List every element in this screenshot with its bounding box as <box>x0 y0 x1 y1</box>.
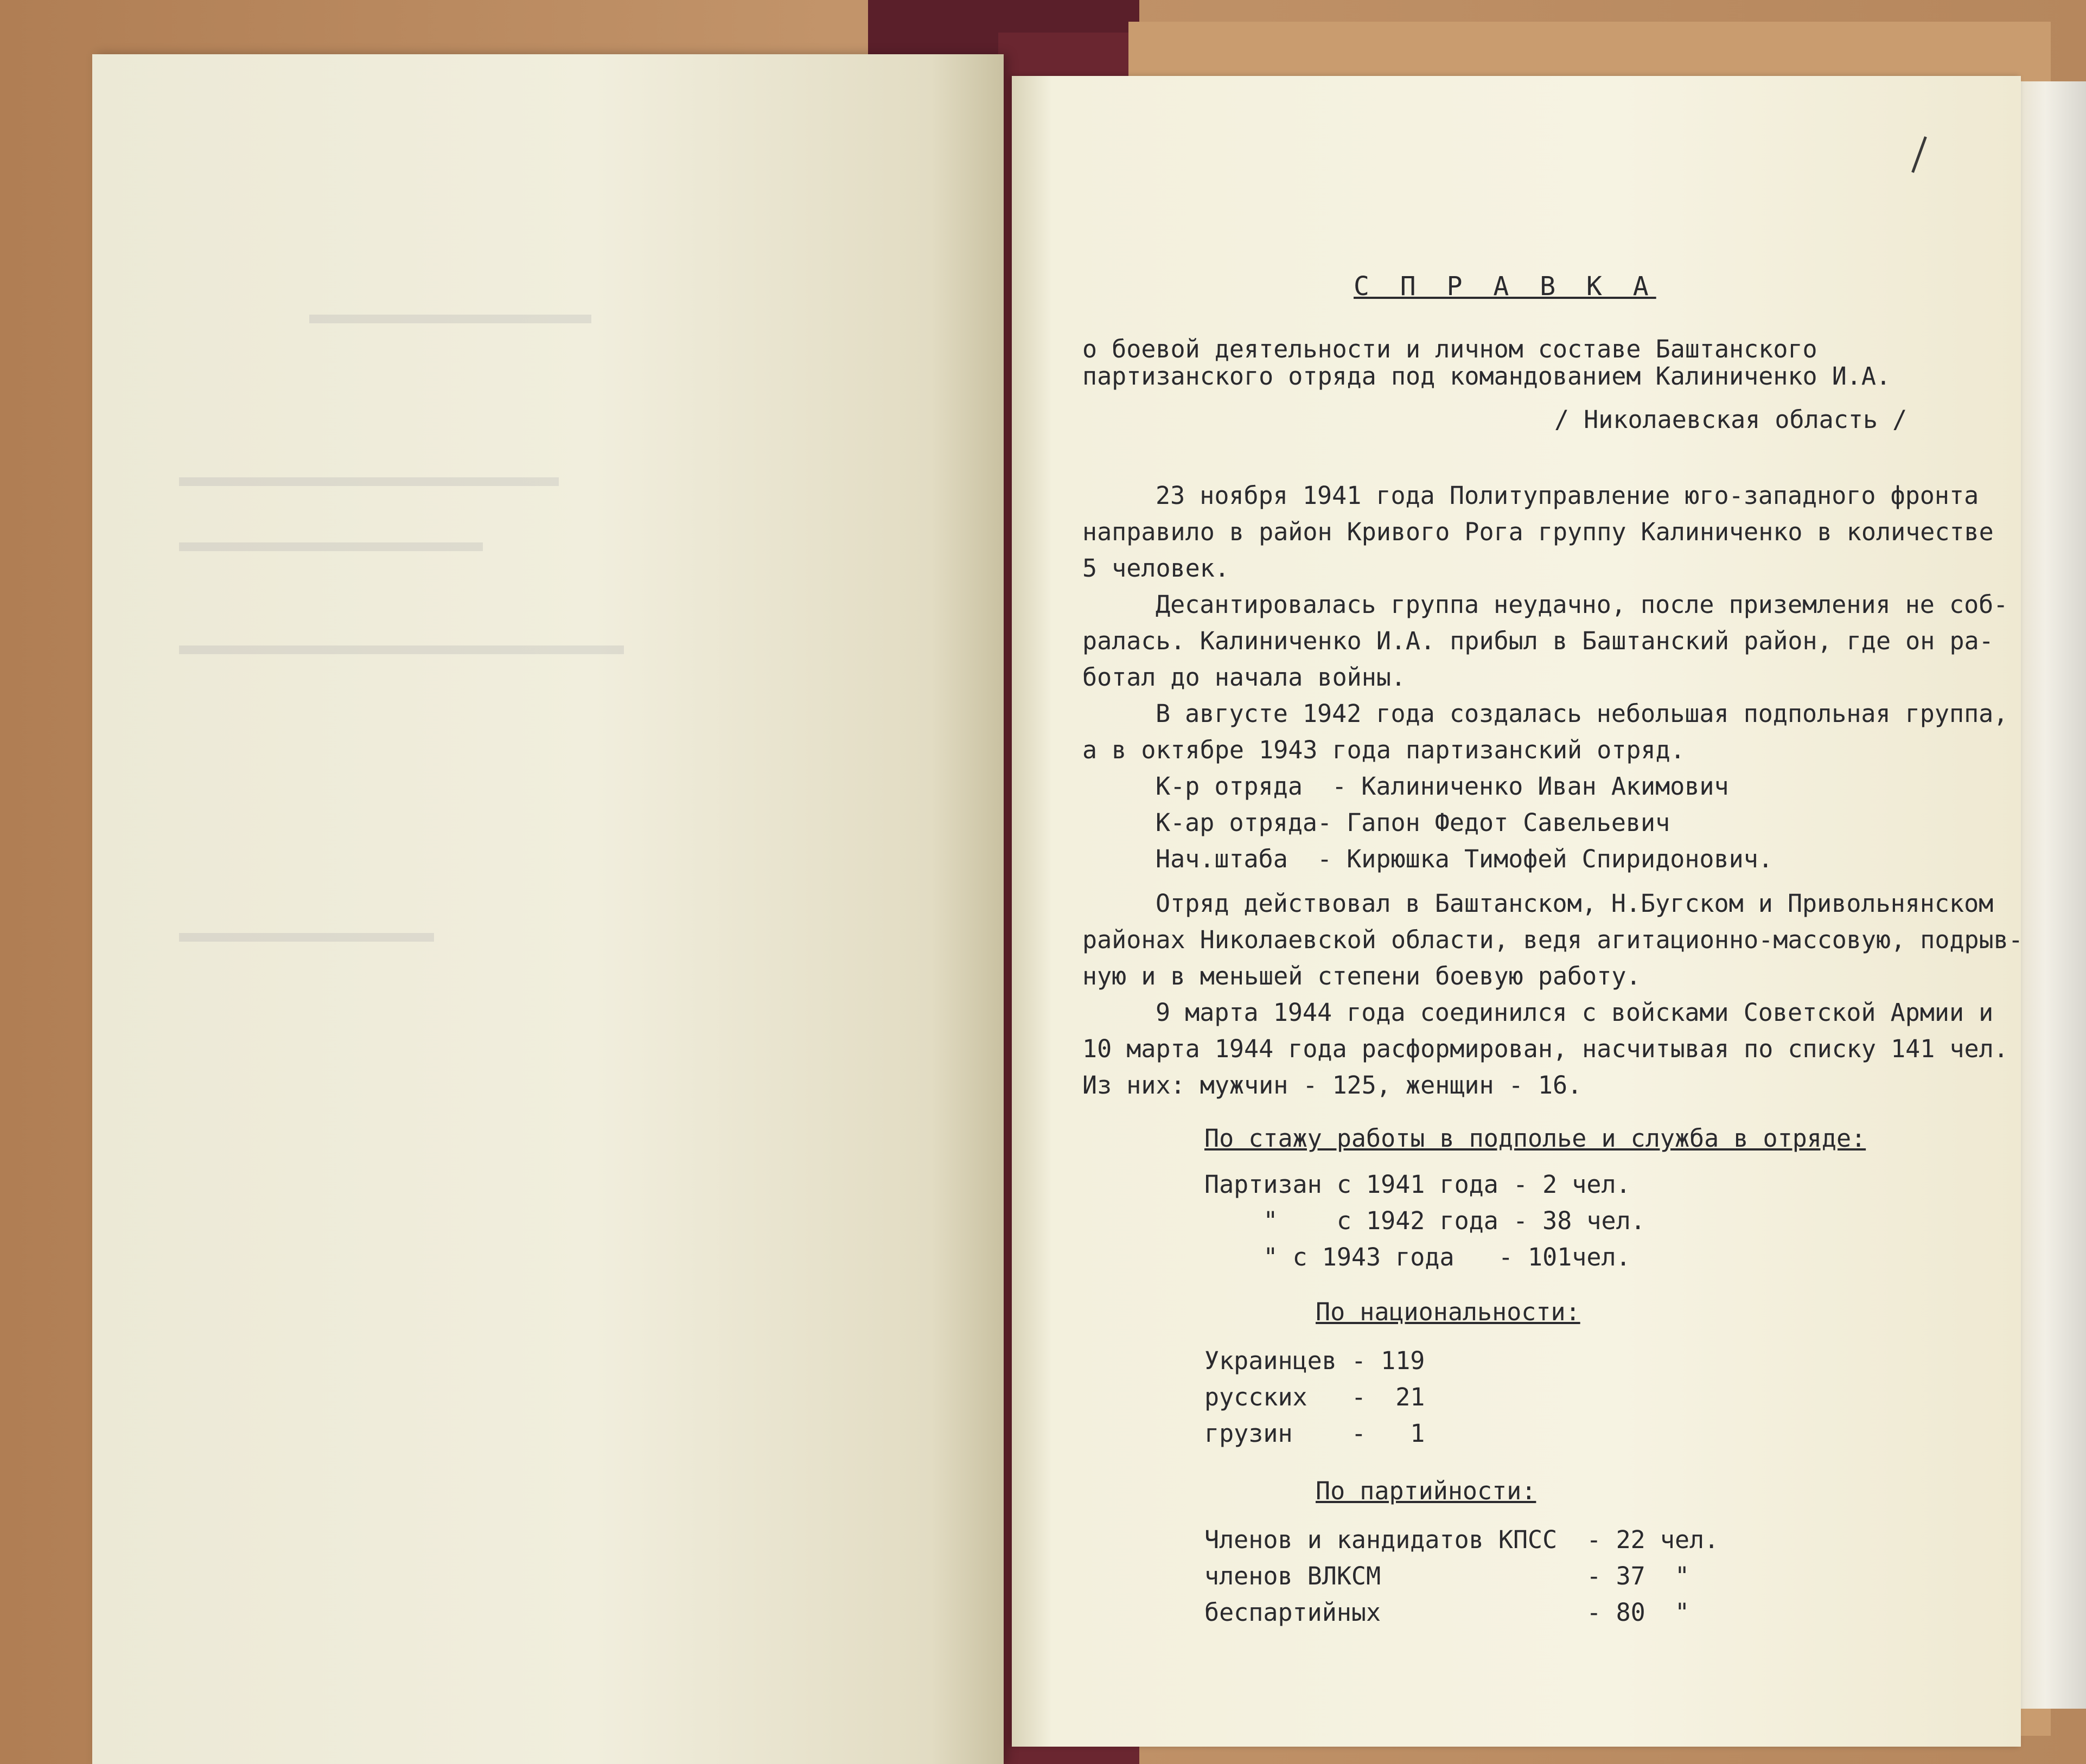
region-line: / Николаевская область / <box>1554 405 1908 434</box>
service-line: Партизан с 1941 года - 2 чел. <box>1204 1170 1631 1199</box>
document-title: С П Р А В К А <box>1354 271 1656 302</box>
paragraph-line: ботал до начала войны. <box>1082 663 1406 692</box>
staff-line: К-ар отряда- Гапон Федот Савельевич <box>1156 808 1670 837</box>
nationality-line: русских - 21 <box>1204 1383 1425 1411</box>
nationality-line: Украинцев - 119 <box>1204 1346 1425 1375</box>
stacked-pages-edge <box>2018 81 2086 1709</box>
activity-line: 10 марта 1944 года расформирован, насчитывая по списку 141 чел. <box>1082 1034 2008 1063</box>
subtitle-line: о боевой деятельности и личном составе Баштанского <box>1082 335 1817 363</box>
paragraph-line: ралась. Калиниченко И.А. прибыл в Баштанский район, где он ра- <box>1082 627 1994 655</box>
margin-pencil-mark <box>1911 136 1927 172</box>
service-header: По стажу работы в подполье и служба в отряде: <box>1204 1124 1866 1153</box>
service-line: " с 1943 года - 101чел. <box>1204 1243 1631 1271</box>
bleed-through-text <box>309 315 591 323</box>
bleed-through-text <box>179 542 483 551</box>
paragraph-line: 23 ноября 1941 года Политуправление юго-западного фронта <box>1156 481 1979 510</box>
paragraph-line: а в октябре 1943 года партизанский отряд. <box>1082 736 1685 764</box>
activity-line: Из них: мужчин - 125, женщин - 16. <box>1082 1071 1583 1100</box>
activity-line: ную и в меньшей степени боевую работу. <box>1082 962 1641 990</box>
activity-line: Отряд действовал в Баштанском, Н.Бугском и Привольнянском <box>1156 889 1994 918</box>
bleed-through-text <box>179 933 434 942</box>
paragraph-line: 5 человек. <box>1082 554 1229 583</box>
party-header: По партийности: <box>1316 1477 1536 1505</box>
paragraph-line: В августе 1942 года создалась небольшая подпольная группа, <box>1156 699 2008 728</box>
staff-line: Нач.штаба - Кирюшка Тимофей Спиридонович. <box>1156 845 1773 873</box>
party-line: Членов и кандидатов КПСС - 22 чел. <box>1204 1525 1719 1554</box>
party-line: членов ВЛКСМ - 37 " <box>1204 1562 1690 1590</box>
staff-line: К-р отряда - Калиниченко Иван Акимович <box>1156 772 1729 801</box>
paragraph-line: направило в район Кривого Рога группу Калиниченко в количестве <box>1082 517 1994 546</box>
activity-line: районах Николаевской области, ведя агитационно-массовую, подрыв- <box>1082 925 2023 954</box>
party-line: беспартийных - 80 " <box>1204 1598 1690 1627</box>
bleed-through-text <box>179 477 559 486</box>
nationality-header: По национальности: <box>1316 1298 1580 1326</box>
bleed-through-text <box>179 645 624 654</box>
paragraph-line: Десантировалась группа неудачно, после приземления не соб- <box>1156 590 2008 619</box>
service-line: " с 1942 года - 38 чел. <box>1204 1206 1645 1235</box>
subtitle-line: партизанского отряда под командованием Калиниченко И.А. <box>1082 362 1891 391</box>
left-blank-page <box>92 54 1004 1764</box>
activity-line: 9 марта 1944 года соединился с войсками Советской Армии и <box>1156 998 1994 1027</box>
nationality-line: грузин - 1 <box>1204 1419 1425 1448</box>
document-page <box>1012 76 2021 1747</box>
document-body <box>1012 76 2021 1747</box>
